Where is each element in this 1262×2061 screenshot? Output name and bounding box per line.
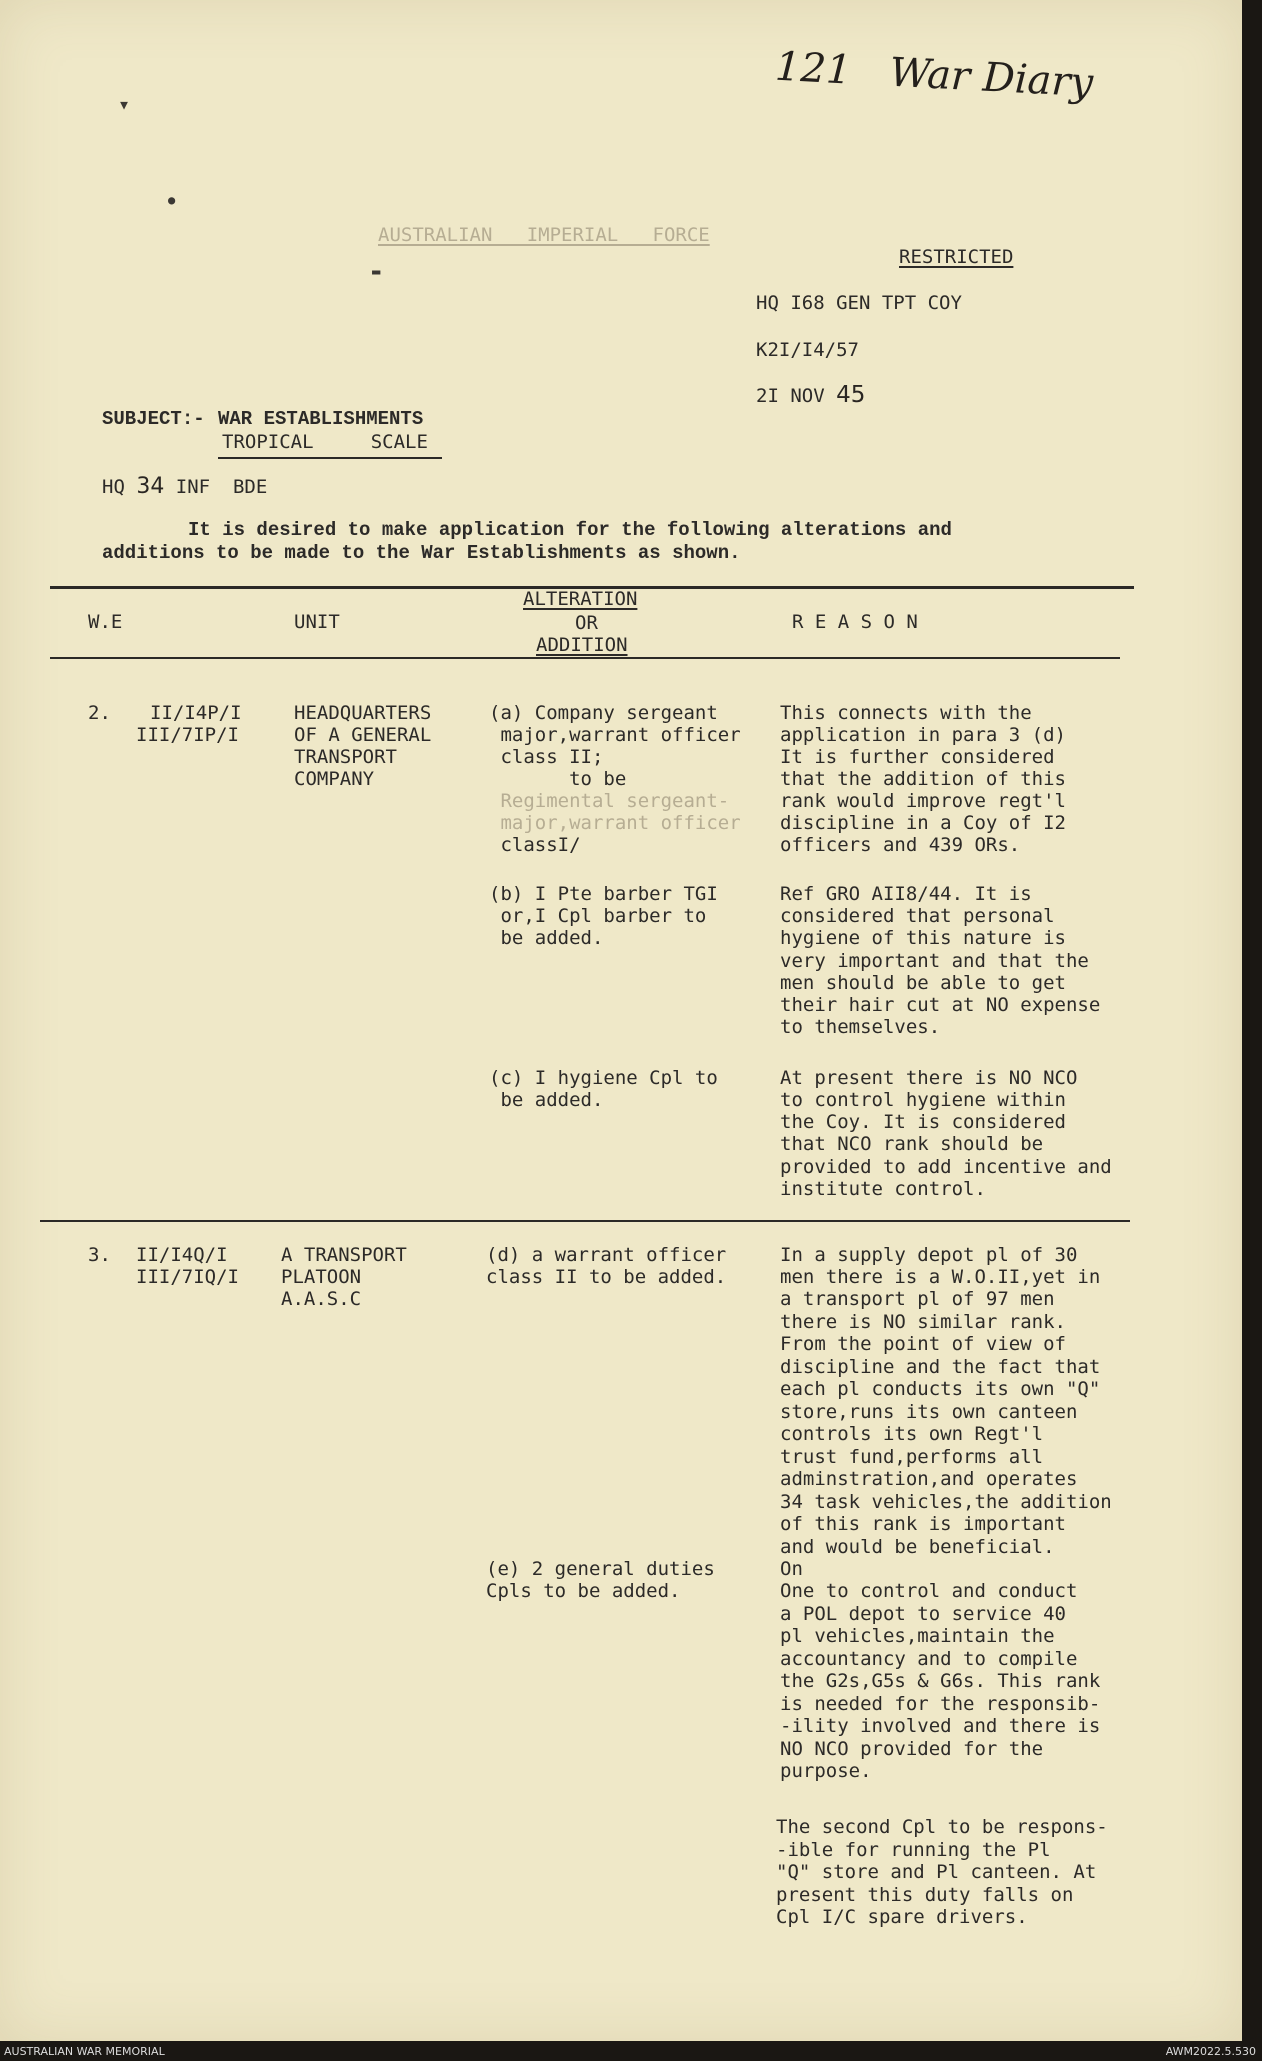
header-we: W.E [88, 611, 123, 633]
section-3-we-1: II/I4Q/I [136, 1244, 228, 1266]
section-3-unit-2: PLATOON [281, 1266, 362, 1288]
addressee-suffix: INF BDE [175, 476, 268, 498]
item-a-alt-5: Regimental sergeant- [489, 790, 730, 812]
item-e-reason-15: present this duty falls on [776, 1884, 1074, 1906]
addressee [102, 476, 267, 499]
header-unit: UNIT [294, 611, 340, 633]
item-b-reason-7: to themselves. [780, 1016, 941, 1038]
subject-line-1: WAR ESTABLISHMENTS [218, 408, 424, 430]
item-e-reason-1: On [780, 1558, 803, 1580]
item-a-alt-4: to be [489, 768, 627, 790]
header-alteration: ALTERATION [523, 588, 638, 610]
item-d-reason-5: From the point of view of [780, 1333, 1066, 1355]
item-c-reason-1: At present there is NO NCO [780, 1067, 1078, 1089]
paper-mark-icon: ▾ [118, 92, 131, 116]
item-a-reason-4: that the addition of this [780, 768, 1066, 790]
item-c-reason-6: institute control. [780, 1178, 986, 1200]
item-c-alt-1: (c) I hygiene Cpl to [489, 1067, 718, 1089]
force-title: AUSTRALIAN IMPERIAL FORCE [378, 224, 710, 246]
section-2-we-1: II/I4P/I [150, 702, 242, 724]
item-d-reason-2: men there is a W.O.II,yet in [780, 1266, 1101, 1288]
item-e-reason-2: One to control and conduct [780, 1580, 1078, 1602]
item-c-reason-2: to control hygiene within [780, 1089, 1066, 1111]
header-or: OR [575, 612, 598, 634]
addressee-number: 34 [136, 474, 165, 499]
section-3-unit-3: A.A.S.C [281, 1288, 362, 1310]
item-e-alt-1: (e) 2 general duties [486, 1558, 715, 1580]
reference-number: K2I/I4/57 [756, 339, 859, 361]
item-d-reason-10: trust fund,performs all [780, 1446, 1044, 1468]
item-b-alt-3: be added. [489, 927, 604, 949]
item-a-alt-6: major,warrant officer [489, 812, 741, 834]
archive-footer [0, 2045, 1262, 2061]
item-c-alt-2: be added. [489, 1089, 604, 1111]
item-e-reason-4: pl vehicles,maintain the [780, 1625, 1055, 1647]
paper-dash-icon: ▬ [372, 264, 381, 280]
paper-speck-icon: ● [168, 193, 176, 207]
section-2-unit-3: TRANSPORT [294, 746, 397, 768]
item-a-reason-7: officers and 439 ORs. [780, 834, 1021, 856]
date-year: 45 [836, 382, 866, 408]
item-b-reason-3: hygiene of this nature is [780, 927, 1066, 949]
annotation-number: 121 [774, 43, 853, 94]
item-b-alt-1: (b) I Pte barber TGI [489, 883, 718, 905]
section-divider-rule [40, 1220, 1130, 1222]
subject-line-2: TROPICAL SCALE [222, 431, 428, 453]
item-a-alt-3: class II; [489, 746, 604, 768]
item-d-reason-4: there is NO similar rank. [780, 1311, 1066, 1333]
item-d-alt-1: (d) a warrant officer [486, 1244, 727, 1266]
section-2-unit-4: COMPANY [294, 768, 375, 790]
item-d-reason-12: 34 task vehicles,the addition [780, 1491, 1112, 1513]
section-3-para: 3. [88, 1244, 111, 1266]
handwritten-annotation [774, 44, 1094, 107]
header-reason: R E A S O N [792, 611, 918, 633]
item-d-reason-3: a transport pl of 97 men [780, 1288, 1055, 1310]
item-e-reason-3: a POL depot to service 40 [780, 1603, 1066, 1625]
footer-institution: AUSTRALIAN WAR MEMORIAL [4, 2045, 165, 2058]
classification-label: RESTRICTED [899, 246, 1014, 268]
document-date [756, 384, 865, 408]
item-a-reason-6: discipline in a Coy of I2 [780, 812, 1066, 834]
item-b-alt-2: or,I Cpl barber to [489, 905, 707, 927]
item-d-reason-11: adminstration,and operates [780, 1468, 1078, 1490]
item-d-alt-2: class II to be added. [486, 1266, 727, 1288]
item-a-reason-3: It is further considered [780, 746, 1055, 768]
item-b-reason-4: very important and that the [780, 950, 1089, 972]
section-3-unit-1: A TRANSPORT [281, 1244, 407, 1266]
item-d-reason-1: In a supply depot pl of 30 [780, 1244, 1078, 1266]
item-e-reason-7: is needed for the responsib- [780, 1693, 1101, 1715]
item-e-reason-6: the G2s,G5s & G6s. This rank [780, 1670, 1101, 1692]
item-d-reason-13: of this rank is important [780, 1513, 1066, 1535]
item-c-reason-3: the Coy. It is considered [780, 1111, 1066, 1133]
item-e-reason-9: NO NCO provided for the [780, 1738, 1044, 1760]
section-2-unit-1: HEADQUARTERS [294, 702, 432, 724]
item-d-reason-8: store,runs its own canteen [780, 1401, 1078, 1423]
item-a-reason-2: application in para 3 (d) [780, 724, 1066, 746]
item-a-reason-1: This connects with the [780, 702, 1032, 724]
item-e-reason-12: The second Cpl to be respons- [776, 1816, 1108, 1838]
subject-label: SUBJECT:- [102, 408, 205, 430]
section-2-we-2: III/7IP/I [136, 724, 239, 746]
item-d-reason-6: discipline and the fact that [780, 1356, 1101, 1378]
item-c-reason-5: provided to add incentive and [780, 1156, 1112, 1178]
item-a-alt-1: (a) Company sergeant [489, 702, 718, 724]
header-addition: ADDITION [536, 634, 628, 656]
item-a-reason-5: rank would improve regt'l [780, 790, 1066, 812]
item-a-alt-2: major,warrant officer [489, 724, 741, 746]
section-3-we-2: III/7IQ/I [136, 1266, 239, 1288]
section-2-unit-2: OF A GENERAL [294, 724, 432, 746]
item-e-reason-5: accountancy and to compile [780, 1648, 1078, 1670]
intro-line-2: additions to be made to the War Establishments as shown. [102, 542, 741, 564]
footer-catalogue-id: AWM2022.5.530 [1165, 2045, 1256, 2058]
from-unit: HQ I68 GEN TPT COY [756, 292, 962, 314]
item-a-alt-7: classI/ [489, 834, 581, 856]
item-d-reason-7: each pl conducts its own "Q" [780, 1378, 1101, 1400]
item-e-reason-16: Cpl I/C spare drivers. [776, 1906, 1028, 1928]
item-d-reason-9: controls its own Regt'l [780, 1423, 1044, 1445]
item-d-reason-14: and would be beneficial. [780, 1536, 1055, 1558]
item-b-reason-2: considered that personal [780, 905, 1055, 927]
item-e-reason-8: -ility involved and there is [780, 1715, 1101, 1737]
item-b-reason-5: men should be able to get [780, 972, 1066, 994]
annotation-text: War Diary [888, 49, 1095, 107]
subject-underline [218, 457, 442, 459]
item-e-alt-2: Cpls to be added. [486, 1580, 681, 1602]
table-header-rule [50, 657, 1120, 659]
addressee-prefix: HQ [102, 476, 125, 498]
item-e-reason-13: -ible for running the Pl [776, 1839, 1051, 1861]
section-2-para: 2. [88, 702, 111, 724]
date-text: 2I NOV [756, 385, 825, 407]
item-c-reason-4: that NCO rank should be [780, 1133, 1044, 1155]
intro-line-1: It is desired to make application for the following alterations and [188, 519, 952, 541]
item-e-reason-10: purpose. [780, 1760, 872, 1782]
item-b-reason-6: their hair cut at NO expense [780, 994, 1101, 1016]
item-e-reason-14: "Q" store and Pl canteen. At [776, 1861, 1097, 1883]
item-b-reason-1: Ref GRO AII8/44. It is [780, 883, 1032, 905]
